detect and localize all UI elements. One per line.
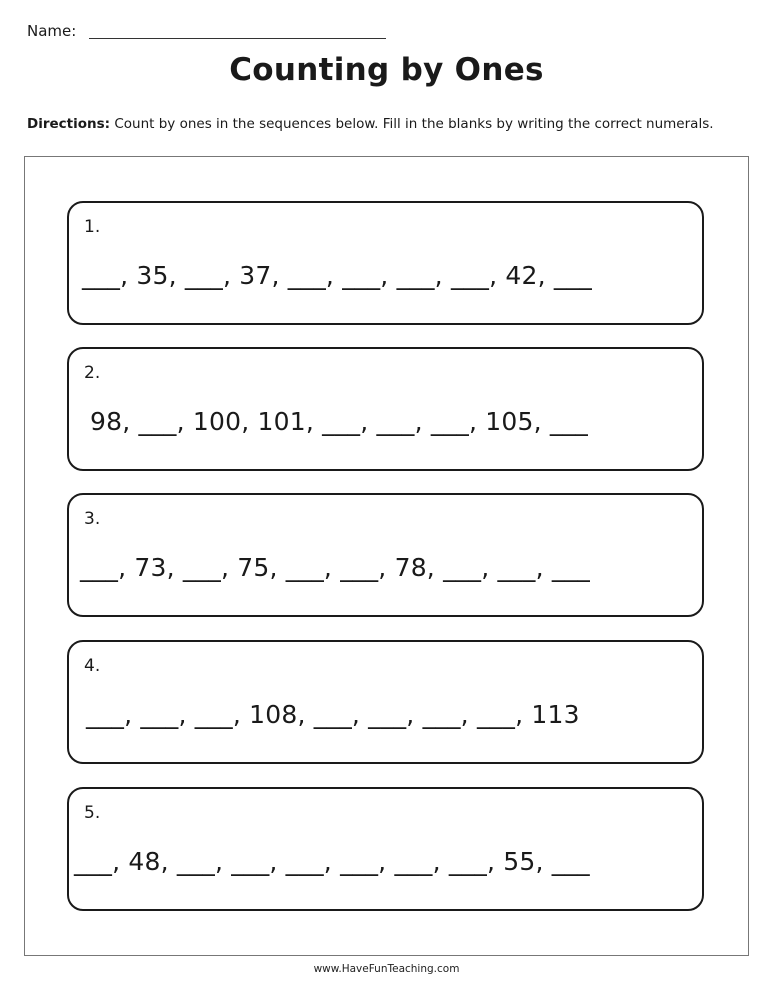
problem-box-3 <box>67 493 704 617</box>
name-input-line[interactable] <box>89 38 386 39</box>
problem-sequence[interactable]: 98, ___, 100, 101, ___, ___, ___, 105, ___ <box>90 407 589 436</box>
page-title: Counting by Ones <box>229 52 544 88</box>
name-label: Name: <box>27 22 77 40</box>
problem-number: 2. <box>84 363 101 383</box>
problem-number: 4. <box>84 656 101 676</box>
problem-number: 1. <box>84 217 101 237</box>
problem-sequence[interactable]: ___, 35, ___, 37, ___, ___, ___, ___, 42, ___ <box>82 261 592 290</box>
directions-label: Directions: <box>27 116 111 132</box>
directions <box>27 116 747 132</box>
problem-box-5 <box>67 787 704 911</box>
problem-sequence[interactable]: ___, 48, ___, ___, ___, ___, ___, ___, 55, ___ <box>74 847 590 876</box>
directions-text: Count by ones in the sequences below. Fill in the blanks by writing the correct numerals. <box>110 116 714 132</box>
problem-box-2 <box>67 347 704 471</box>
footer-website: www.HaveFunTeaching.com <box>313 963 460 975</box>
problem-box-4 <box>67 640 704 764</box>
problem-number: 3. <box>84 509 101 529</box>
problem-box-1 <box>67 201 704 325</box>
problem-number: 5. <box>84 803 101 823</box>
problem-sequence[interactable]: ___, ___, ___, 108, ___, ___, ___, ___, 113 <box>86 700 580 729</box>
problem-sequence[interactable]: ___, 73, ___, 75, ___, ___, 78, ___, ___, ___ <box>80 553 590 582</box>
